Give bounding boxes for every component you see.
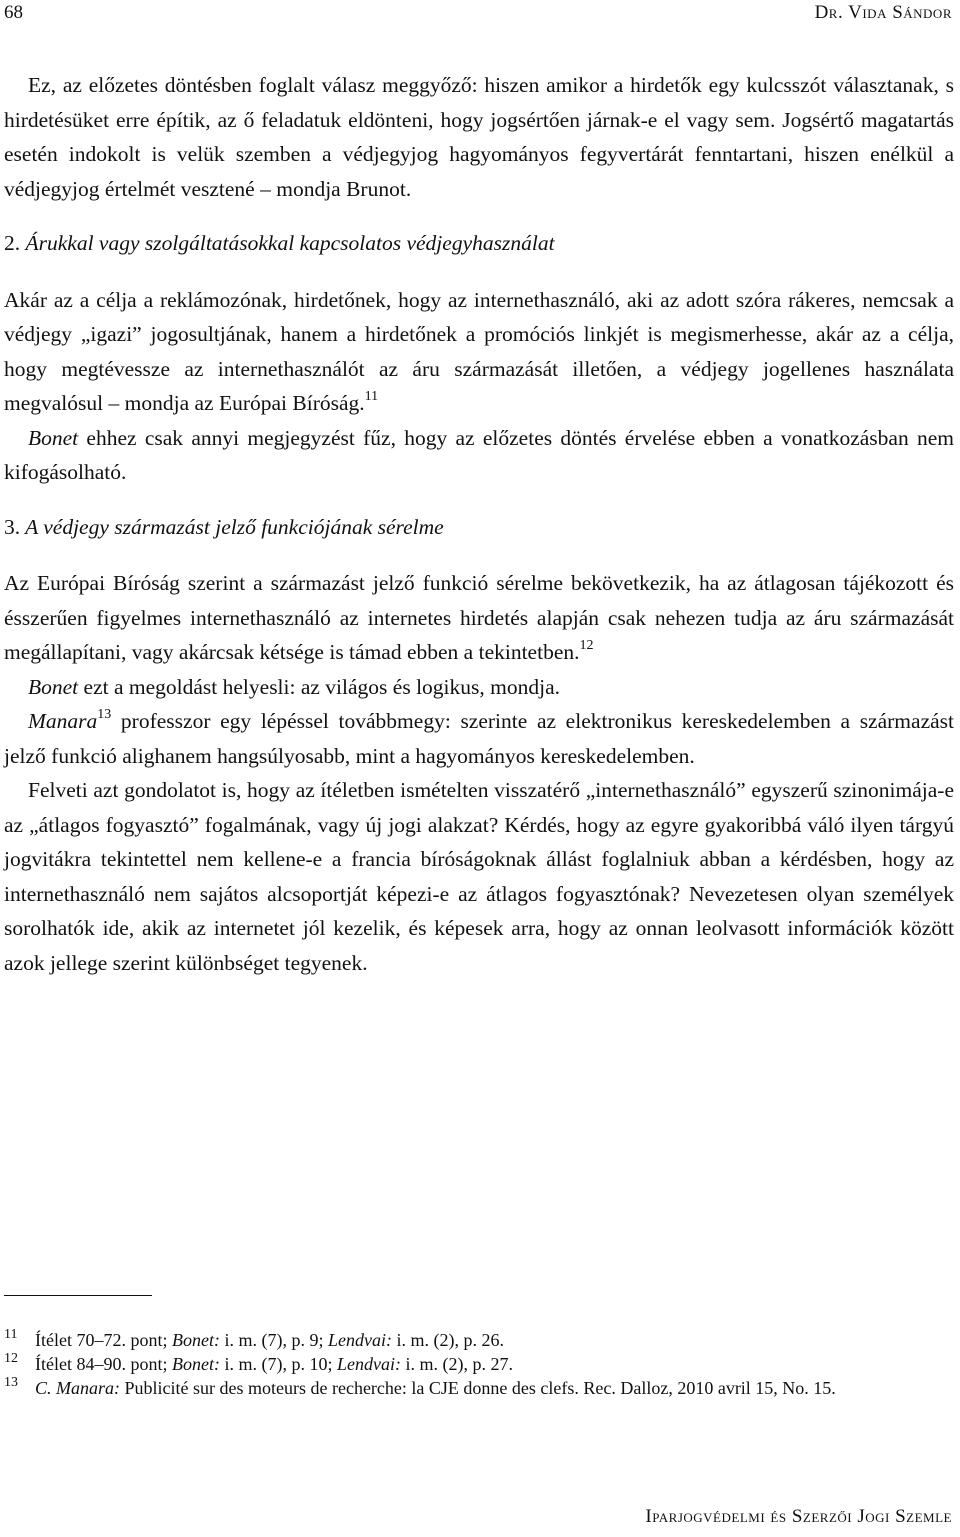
- paragraph-text: ehhez csak annyi megjegyzést fűz, hogy az előzetes döntés érvelése ebben a vonatkozásban nem kifogásolható.: [4, 425, 954, 484]
- footnote-number: 13: [4, 1375, 18, 1390]
- footnote-text: i. m. (7), p. 9;: [219, 1330, 328, 1350]
- running-footer-journal: Iparjogvédelmi és Szerzői Jogi Szemle: [645, 1506, 952, 1527]
- footnote-text: i. m. (2), p. 27.: [400, 1354, 513, 1374]
- section-heading: [4, 510, 954, 545]
- footnote: [4, 1376, 954, 1400]
- footnote-ref[interactable]: 13: [97, 707, 112, 722]
- footnote-author: Bonet:: [171, 1354, 220, 1374]
- paragraph: [4, 421, 954, 490]
- paragraph: Ez, az előzetes döntésben foglalt válasz meggyőző: hiszen amikor a hirdetők egy kulcsszót választanak, s hirdetésüket erre építik, az ő feladatuk eldönteni, hogy jogsértően járnak-e el vagy sem. Jogsértő magatartás esetén indokolt is velük szemben a védjegyjog hagyományos fegyvertárát fenntartani, hiszen enélkül a védjegyjog értelmét vesztené – mondja Brunot.: [4, 73, 954, 201]
- paragraph: [4, 704, 954, 773]
- footnote-text: i. m. (7), p. 10;: [219, 1354, 337, 1374]
- author-name: Bonet: [28, 674, 79, 699]
- section-heading: [4, 226, 954, 261]
- paragraph: Felveti azt gondolatot is, hogy az ítéletben ismételten visszatérő „internethasználó” egyszerű szinonimája-e az „átlagos fogyasztó” fogalmának, vagy új jogi alakzat? Kérdés, hogy az egyre gyakoribbá váló ilyen tárgyú jogvitákra tekintettel nem kellene-e a francia bíróságoknak állást foglalniuk abban a kérdésben, hogy az internethasználó nem sajátos alcsoportját képezi-e az átlagos fogyasztónak? Nevezetesen olyan személyek sorolhatók ide, akik az internetet jól kezelik, és képesek arra, hogy az onnan leolvasott információk között azok jellege szerint különbséget tegyenek.: [4, 778, 954, 975]
- footnote-text: i. m. (2), p. 26.: [391, 1330, 504, 1350]
- footnote-text: Ítélet 70–72. pont;: [35, 1330, 172, 1350]
- footnote-ref[interactable]: 12: [579, 638, 594, 653]
- footnote-author: Lendvai:: [336, 1354, 401, 1374]
- footnote-ref[interactable]: 11: [364, 389, 379, 404]
- paragraph: [4, 283, 954, 421]
- paragraph-text: professzor egy lépéssel továbbmegy: szerinte az elektronikus kereskedelemben a származást jelző funkció alighanem hangsúlyosabb, mint a hagyományos kereskedelemben.: [4, 709, 954, 768]
- paragraph: [4, 566, 954, 670]
- footnote-author: Lendvai:: [327, 1330, 392, 1350]
- footnote-text: Ítélet 84–90. pont;: [35, 1354, 172, 1374]
- footnote-number: 12: [4, 1351, 18, 1366]
- footnote-number: 11: [4, 1327, 18, 1342]
- section-title: A védjegy származást jelző funkciójának sérelme: [25, 514, 444, 539]
- paragraph-text: Az Európai Bíróság szerint a származást jelző funkció sérelme bekövetkezik, ha az átlagosan tájékozott és ésszerűen figyelmes internethasználó az internetes hirdetés alapján csak nehezen tudja az áru származását megállapítani, vagy akárcsak kétsége is támad ebben a tekintetben.: [4, 571, 954, 664]
- author-name: Manara: [28, 709, 98, 733]
- footnote-author: Bonet:: [171, 1330, 220, 1350]
- article-body: [4, 68, 954, 980]
- section-number: 3.: [4, 514, 21, 539]
- paragraph-text: ezt a megoldást helyesli: az világos és logikus, mondja.: [78, 674, 561, 699]
- page-number: 68: [4, 2, 23, 23]
- running-header-author: Dr. Vida Sándor: [814, 2, 952, 23]
- paragraph-text: Akár az a célja a reklámozónak, hirdetőnek, hogy az internethasználó, aki az adott szóra rákeres, nemcsak a védjegy „igazi” jogosultjának, hanem a hirdetőnek a promóciós linkjét is megismerhesse, akár az a célja, hogy megtévessze az internethasználót az áru származását illetően, a védjegy jogellenes használata megvalósul – mondja az Európai Bíróság.: [4, 287, 954, 415]
- footnote: [4, 1352, 954, 1376]
- section-number: 2.: [4, 231, 21, 255]
- footnote-author: C. Manara:: [35, 1378, 120, 1398]
- section-title: Árukkal vagy szolgáltatásokkal kapcsolatos védjegyhasználat: [25, 231, 555, 255]
- footnote-text: Publicité sur des moteurs de recherche: la CJE donne des clefs. Rec. Dalloz, 2010 avril 15, No. 15.: [120, 1378, 836, 1398]
- footnotes: [4, 1328, 954, 1400]
- paragraph: [4, 670, 954, 705]
- footnote-divider: [4, 1295, 152, 1296]
- footnote: [4, 1328, 954, 1352]
- author-name: Bonet: [28, 425, 79, 450]
